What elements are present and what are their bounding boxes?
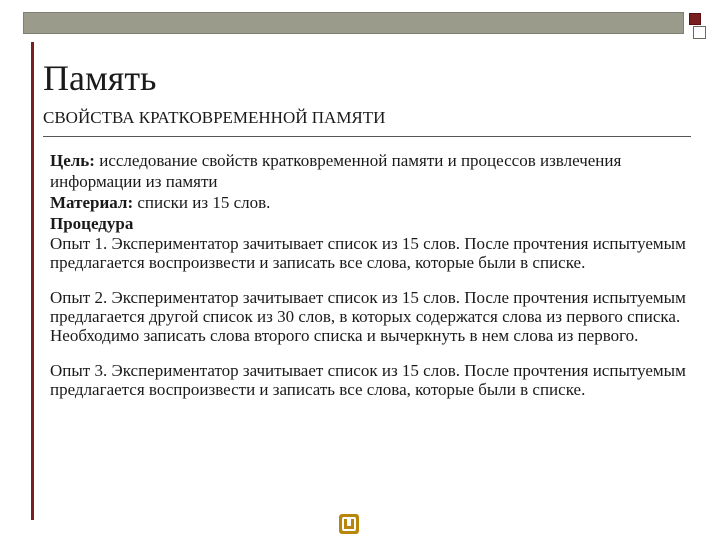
left-accent-line [31, 42, 34, 520]
procedure-label: Процедура [50, 214, 134, 233]
template-logo-icon [338, 513, 360, 535]
red-square-icon [689, 13, 701, 25]
goal-text: исследование свойств кратковременной памяти и процессов извлечения информации из памяти [50, 151, 622, 191]
outline-square-icon [693, 26, 706, 39]
experiment-3: Опыт 3. Экспериментатор зачитывает список из 15 слов. После прочтения испытуемым предлагается воспроизвести и записать все слова, которые были в списке. [50, 361, 686, 399]
experiment-2: Опыт 2. Экспериментатор зачитывает список из 15 слов. После прочтения испытуемым предлагается другой список из 30 слов, в которых содержатся слова из первого списка. Необходимо записать слова второго списка и вычеркнуть в нем слова из первого. [50, 288, 686, 345]
slide-body [50, 150, 698, 399]
material-label: Материал: [50, 193, 134, 212]
experiment-1: Опыт 1. Экспериментатор зачитывает список из 15 слов. После прочтения испытуемым предлагается воспроизвести и записать все слова, которые были в списке. [50, 234, 686, 272]
material-text: списки из 15 слов. [133, 193, 271, 212]
top-decor-bar [23, 12, 684, 34]
slide-title: Память [43, 58, 157, 98]
title-divider [43, 136, 691, 137]
material-paragraph [50, 192, 698, 213]
slide-subtitle: СВОЙСТВА КРАТКОВРЕМЕННОЙ ПАМЯТИ [43, 108, 386, 127]
goal-label: Цель: [50, 151, 95, 170]
spacer [50, 345, 698, 361]
goal-paragraph [50, 150, 698, 192]
spacer [50, 272, 698, 288]
procedure-heading [50, 213, 698, 234]
corner-squares-decor [687, 10, 707, 42]
